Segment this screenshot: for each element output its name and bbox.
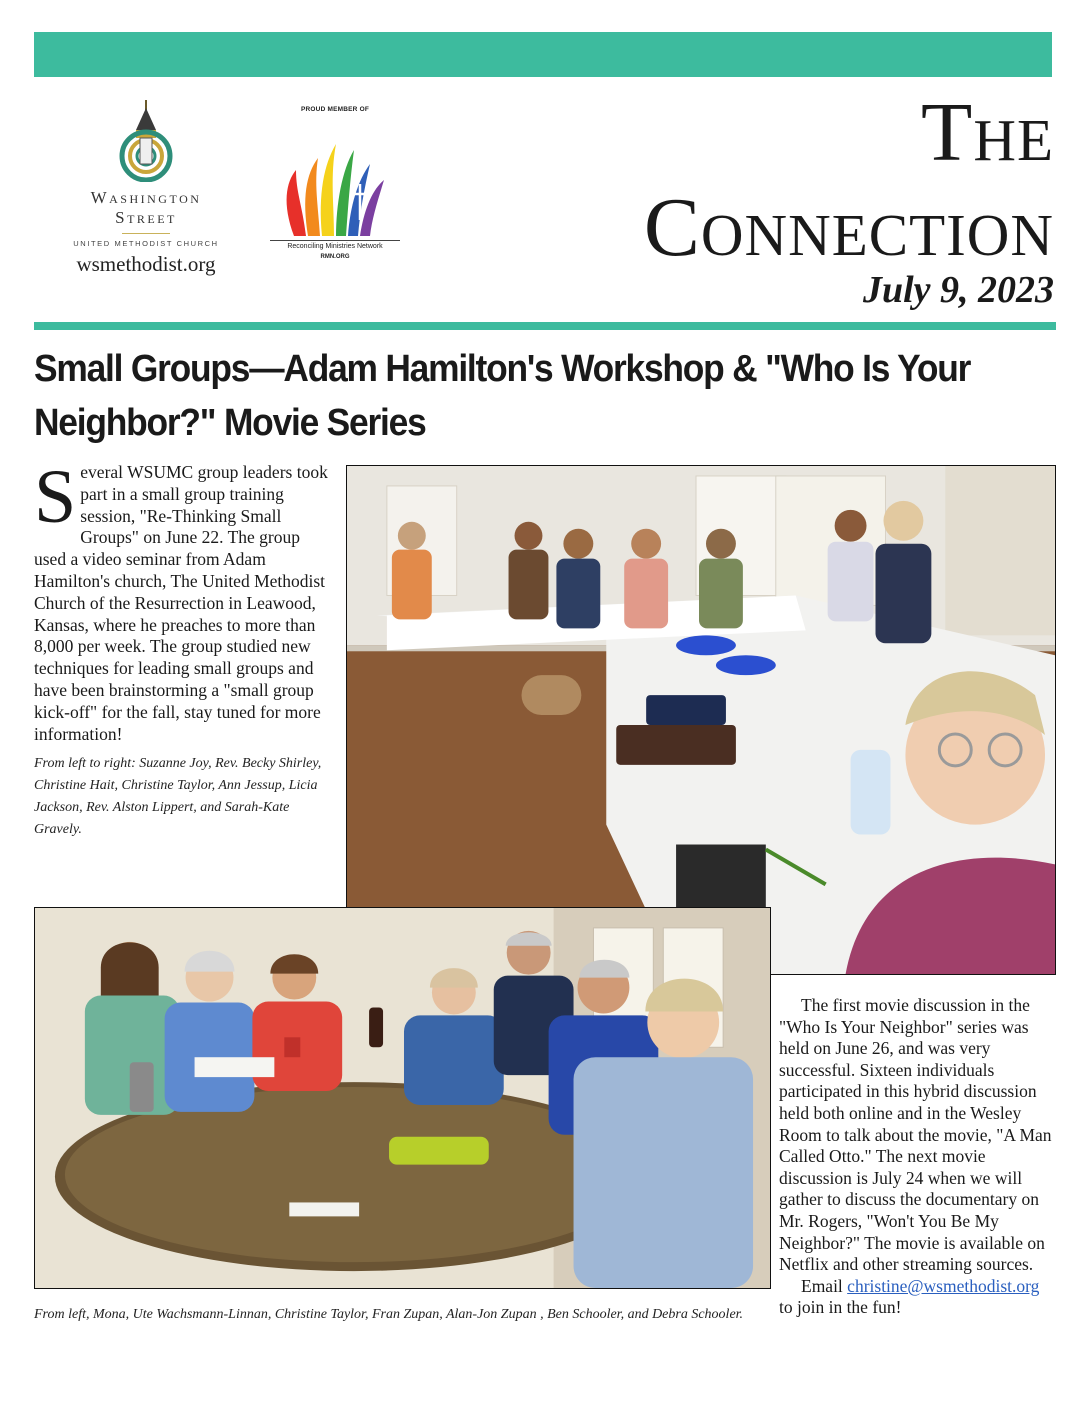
drop-cap: S xyxy=(34,455,77,539)
church-name-line2: Street xyxy=(115,208,177,227)
article-body-text: everal WSUMC group leaders took part in a small group training session, "Re-Thinking Small Groups" on June 22. The group used a video seminar from Adam Hamilton's church, The United Methodist Church of the Resurrection in Leawood, Kansas, where he preaches to more than 8,000 per week. The group studied new techniques for leading small groups and have been brainstorming a "small group kick-off" for the fall, stay tuned for more information! xyxy=(34,462,328,744)
rainbow-flame-icon xyxy=(280,124,390,238)
church-name-line1: Washington xyxy=(90,188,202,207)
logo-divider xyxy=(122,233,170,234)
email-paragraph xyxy=(779,1276,1053,1319)
rmn-url[interactable]: RMN.ORG xyxy=(320,254,350,260)
issue-date: July 9, 2023 xyxy=(862,269,1054,311)
church-website[interactable]: wsmethodist.org xyxy=(76,252,216,276)
rmn-name: Reconciling Ministries Network xyxy=(270,240,400,250)
steeple-icon xyxy=(114,100,178,182)
rmn-logo[interactable] xyxy=(270,106,400,266)
workshop-group-photo xyxy=(346,465,1056,975)
masthead-title-line2: Connection xyxy=(643,181,1054,274)
church-subtitle: UNITED METHODIST CHURCH xyxy=(73,239,219,248)
article-right-column xyxy=(779,995,1053,1319)
masthead-title-line1: The xyxy=(921,86,1054,179)
article-body xyxy=(34,455,334,745)
article-left-column xyxy=(34,455,334,841)
top-accent-bar xyxy=(34,32,1052,77)
header-rule xyxy=(34,322,1056,330)
workshop-photo-image xyxy=(347,466,1055,974)
church-logo[interactable] xyxy=(56,100,236,280)
rmn-proud-member: PROUD MEMBER OF xyxy=(301,106,369,113)
movie-paragraph: The first movie discussion in the "Who Is Your Neighbor" series was held on June 26, and was very successful. Sixteen individuals participated in this hybrid discussion held both online and in the Wesley Room to talk about the movie, "A Man Called Otto." The next movie discussion is July 24 when we will gather to discuss the documentary on Mr. Rogers, "Won't You Be My Neighbor?" The movie is available on Netflix and other streaming sources. xyxy=(779,995,1052,1275)
movie-group-photo xyxy=(34,907,771,1289)
article-headline: Small Groups—Adam Hamilton's Workshop & "Who Is Your Neighbor?" Movie Series xyxy=(34,348,971,444)
photo-caption-1: From left to right: Suzanne Joy, Rev. Becky Shirley, Christine Hait, Christine Taylor, Ann Jessup, Licia Jackson, Rev. Alston Lippert, and Sarah-Kate Gravely. xyxy=(34,756,322,838)
photo-caption-2: From left, Mona, Ute Wachsmann-Linnan, Christine Taylor, Fran Zupan, Alan-Jon Zupan , Ben Schooler, and Debra Schooler. xyxy=(34,1307,744,1322)
email-prefix: Email xyxy=(801,1275,848,1296)
movie-photo-image xyxy=(35,908,770,1288)
email-link[interactable]: christine@wsmethodist.org xyxy=(847,1275,1040,1296)
email-suffix: to join in the fun! xyxy=(779,1297,902,1318)
